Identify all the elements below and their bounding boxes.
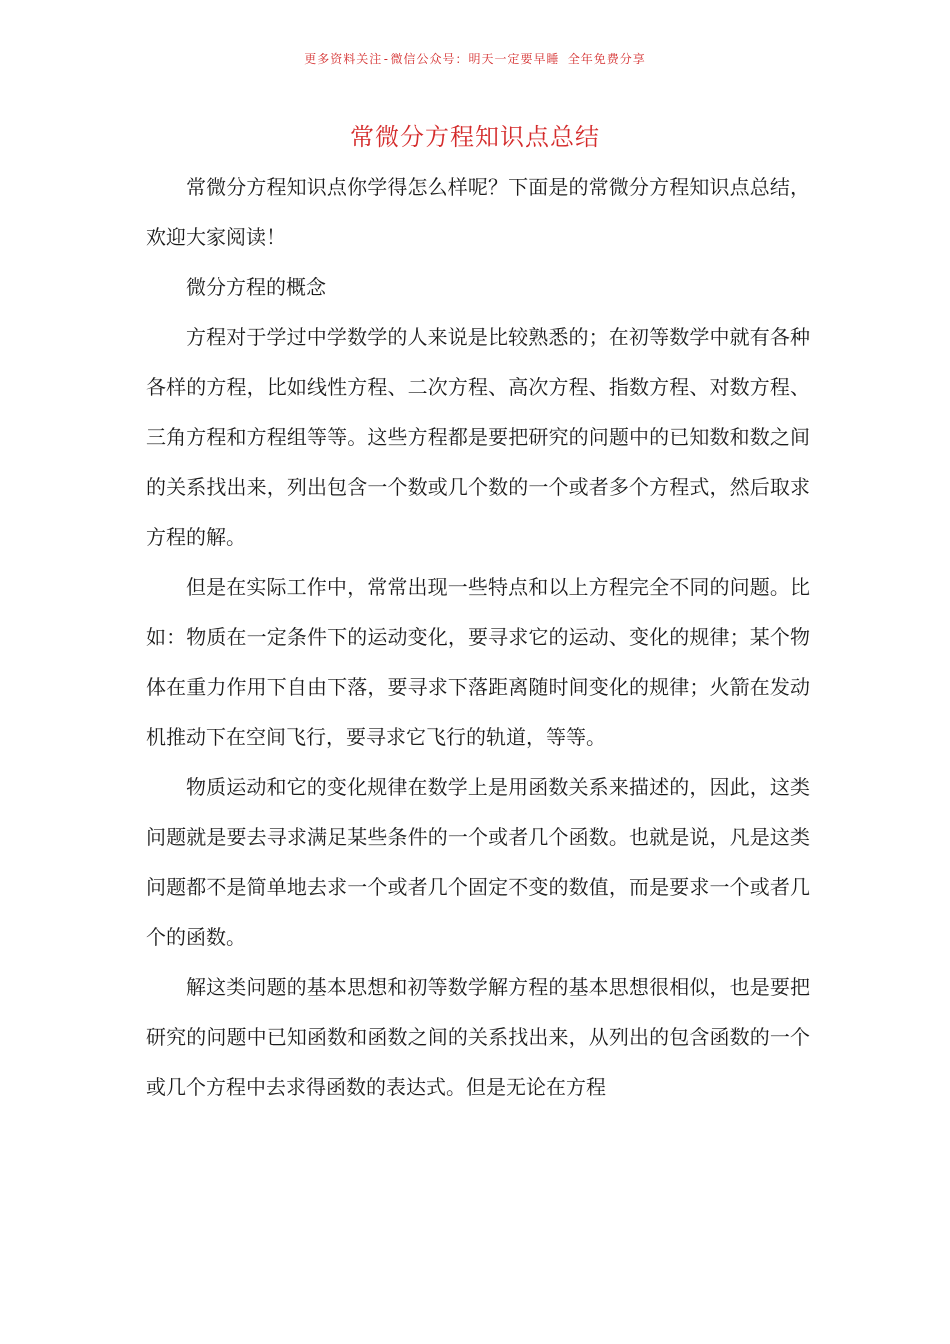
paragraph: 解这类问题的基本思想和初等数学解方程的基本思想很相似，也是要把研究的问题中已知函数和函数之间的关系找出来，从列出的包含函数的一个或几个方程中去求得函数的表达式。但是无论在方程 <box>146 975 810 1099</box>
paragraph: 但是在实际工作中，常常出现一些特点和以上方程完全不同的问题。比如：物质在一定条件下的运动变化，要寻求它的运动、变化的规律；某个物体在重力作用下自由下落，要寻求下落距离随时间变化的规律；火箭在发动机推动下在空间飞行，要寻求它飞行的轨道，等等。 <box>146 575 810 749</box>
paragraph: 方程对于学过中学数学的人来说是比较熟悉的；在初等数学中就有各种各样的方程，比如线性方程、二次方程、高次方程、指数方程、对数方程、三角方程和方程组等等。这些方程都是要把研究的问题中的已知数和数之间的关系找出来，列出包含一个数或几个数的一个或者多个方程式，然后取求方程的解。 <box>146 325 810 549</box>
page-title: 常微分方程知识点总结 <box>350 123 600 151</box>
document-body <box>146 162 810 1112</box>
paragraph: 物质运动和它的变化规律在数学上是用函数关系来描述的，因此，这类问题就是要去寻求满足某些条件的一个或者几个函数。也就是说，凡是这类问题都不是简单地去求一个或者几个固定不变的数值，而是要求一个或者几个的函数。 <box>146 775 810 949</box>
paragraph: 常微分方程知识点你学得怎么样呢？下面是的常微分方程知识点总结，欢迎大家阅读！ <box>146 175 810 249</box>
header-note: 更多资料关注-微信公众号：明天一定要早睡 全年免费分享 <box>304 52 646 66</box>
section-heading: 微分方程的概念 <box>186 275 326 299</box>
